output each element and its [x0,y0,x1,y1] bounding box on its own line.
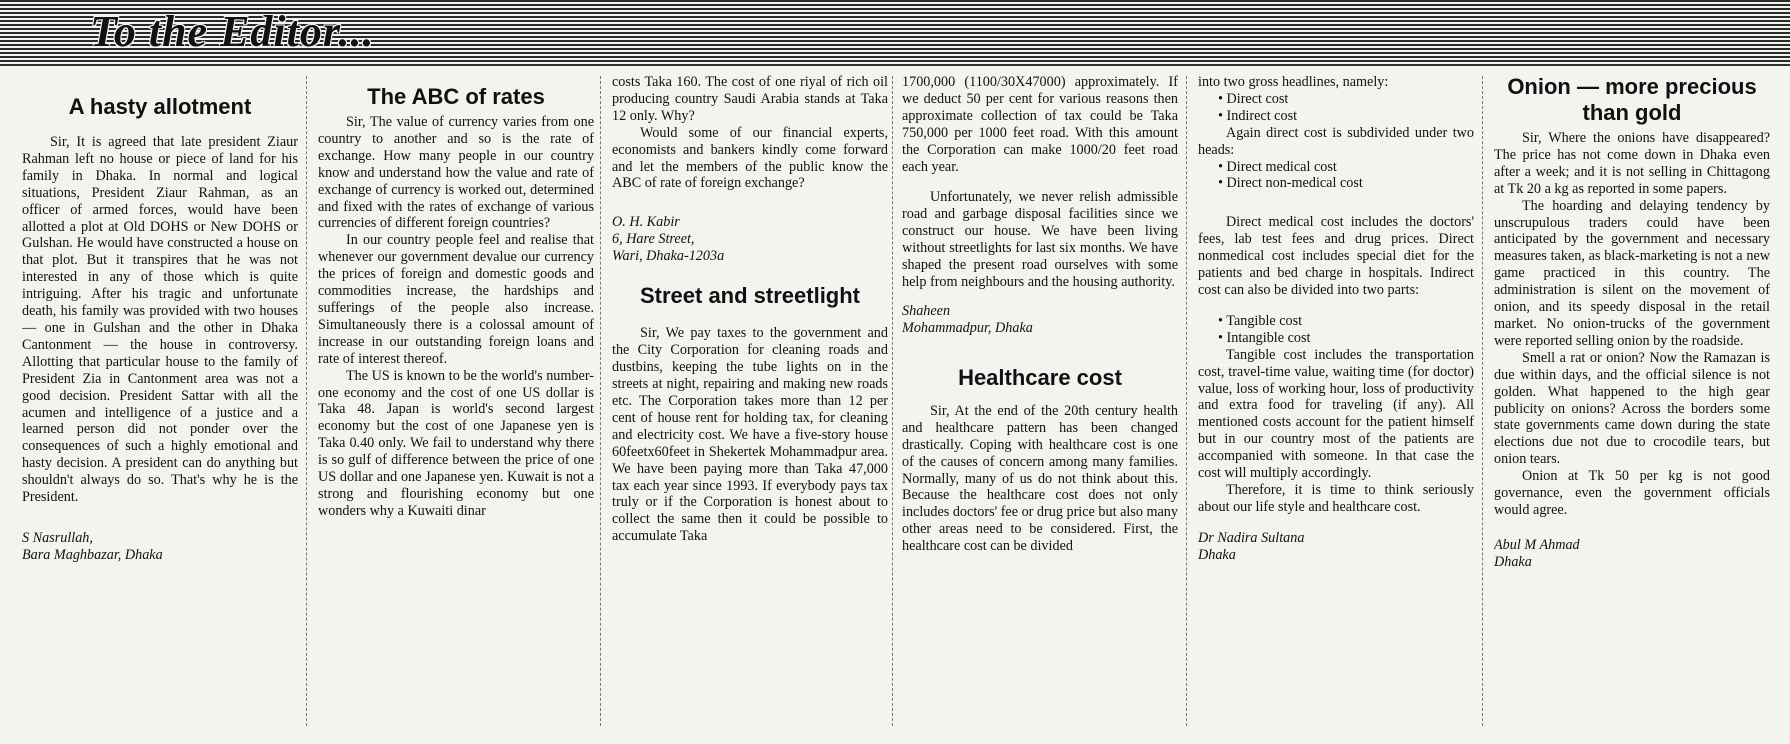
letter-paragraph: 1700,000 (1100/30X47000) approximately. If we deduct 50 per cent for various reasons then approximate collection of tax could be Taka 750,000 per 1000 feet road. With this amount the Corporation can make 1000/20 feet road each year. [902,74,1178,175]
column-1 [22,74,298,734]
signature-address: Dhaka [1494,553,1532,570]
letter-paragraph: In our country people feel and realise that whenever our government devalue our currency the prices of foreign and domestic goods and commodities increase, the hardships and sufferings of the people also increase. Simultaneously there is a colossal amount of increase in our outstanding foreign loans and rate of interest thereof. [318,232,594,367]
list-item: • Direct non-medical cost [1218,175,1474,192]
letter-paragraph: Sir, At the end of the 20th century health and healthcare pattern has been changed drastically. Coping with healthcare cost is one of the causes of concern among many families. Normally, many of us do not think about this. Because the healthcare cost does not only includes doctors' fee or drug price but also many other areas need to be considered. First, the healthcare cost can be divided [902,402,1178,555]
letter-signature [902,303,1178,337]
letter-paragraph: Tangible cost includes the transportation cost, travel-time value, waiting time (for doctor) value, loss of working hour, loss of productivity and extra food for traveling (if any). All mentioned costs account for the patient himself but in our country most of the patients are accompanied with someone. In that case the cost will multiply accordingly. [1198,346,1474,482]
list-item: • Direct cost [1218,91,1474,108]
column-3 [612,74,888,734]
letter-paragraph: Sir, The value of currency varies from one country to another and so is the rate of exchange. How many people in our country know and understand how the value and rate of exchange of currency is worked out, determined and fixed with the rates of exchange of various currencies of different foreign countries? [318,114,594,232]
letter-paragraph: Direct medical cost includes the doctors' fees, lab test fees and drug prices. Direct nonmedical cost includes special diet for the patients and bed charge in hospitals. Indirect cost can also be divided into two parts: [1198,214,1474,298]
letter-title: Onion — more precious than gold [1507,74,1757,125]
signature-address: Bara Maghbazar, Dhaka [22,546,163,563]
signature-address: Mohammadpur, Dhaka [902,319,1033,336]
letter-title: The ABC of rates [367,84,545,109]
signature-name: Dr Nadira Sultana [1198,529,1305,546]
column-5 [1198,74,1474,734]
letter-paragraph: Sir, Where the onions have disappeared? The price has not come down in Dhaka even after a week; and it is not selling in Chittagong at Tk 20 a kg as reported in some papers. [1494,130,1770,197]
letter-title: Healthcare cost [958,364,1122,390]
masthead-banner [0,0,1790,64]
letter-signature [22,530,298,564]
bullet-list [1198,159,1474,193]
letter-paragraph: The hoarding and delaying tendency by unscrupulous traders could have been anticipated by the government and necessary measures taken, as black-marketing is not a new game practiced in this country. The administration is silent on the movement of onion, and its speedy disposal in the retail market. No onion-trucks of the government were reported selling onion by the roadside. [1494,197,1770,349]
letter-paragraph: Unfortunately, we never relish admissible road and garbage disposal facilities since we construct our house. We have been living without streetlights for last six months. We have shaped the present road ourselves with some help from neighbours and the housing authority. [902,189,1178,290]
signature-name: Shaheen [902,302,951,319]
signature-name: O. H. Kabir [612,214,680,231]
column-4 [902,74,1178,734]
bullet-list [1198,313,1474,347]
letter-title: A hasty allotment [68,94,252,119]
column-divider [892,76,894,726]
letter-paragraph: The US is known to be the world's number-one economy and the cost of one US dollar is Taka 48. Japan is world's second largest economy but the cost of one Japanese yen is Taka 0.40 only. We fail to understand why there is so gulf of difference between the price of one US dollar and one Japanese yen. Kuwait is not a strong and flourishing economy but one wonders why a Kuwaiti dinar [318,367,594,519]
letter-paragraph: Therefore, it is time to think seriously about our life style and healthcare cost. [1198,481,1474,515]
list-item: • Indirect cost [1218,108,1474,125]
letter-paragraph: Smell a rat or onion? Now the Ramazan is due within days, and the official silence is not golden. What happened to the high gear publicity on onions? Across the borders some state governments came down during the state elections due not due to crocodile tears, but onion tears. [1494,349,1770,468]
column-divider [1482,76,1484,726]
column-divider [306,76,308,726]
column-divider [600,76,602,726]
letter-paragraph: into two gross headlines, namely: [1198,74,1389,90]
signature-address: Wari, Dhaka-1203a [612,248,725,265]
signature-address: 6, Hare Street, [612,231,695,248]
signature-address: Dhaka [1198,546,1236,563]
column-divider [1186,76,1188,726]
column-2 [318,74,594,734]
masthead-rule [0,64,1790,66]
signature-name: S Nasrullah, [22,529,93,546]
letter-paragraph: Onion at Tk 50 per kg is not good governance, even the government officials would agree. [1494,468,1770,518]
bullet-list [1198,91,1474,125]
section-title: To the Editor... [90,7,375,56]
letter-paragraph: Sir, It is agreed that late president Ziaur Rahman left no house or piece of land for his family in Dhaka. In normal and logical situations, President Ziaur Rahman, as an officer of armed forces, would have been allotted a plot at Old DOHS or New DOHS or Gulshan. He would have constructed a house on that plot. But it transpires that he was not interested in any of those which is quite intriguing. After his tragic and unfortunate death, his family was provided with two houses — one in Gulshan and the other in Dhaka Cantonment — the house in controversy. Allotting that particular house to the family of President Zia in Cantonment area was not a good decision. President Sattar with all the acumen and intelligence of a justice and a learned person did not ponder over the consequences of such a highly emotional and hasty decision. A president can do anything but shouldn't always do so. That's why he is the President. [22,134,298,506]
list-item: • Direct medical cost [1218,159,1474,176]
letter-paragraph: Again direct cost is subdivided under two heads: [1198,124,1474,158]
list-item: • Intangible cost [1218,330,1474,347]
letter-signature [612,214,888,265]
letter-title: Street and streetlight [639,283,861,309]
letter-paragraph: costs Taka 160. The cost of one riyal of rich oil producing country Saudi Arabia stands at Taka 12 only. Why? [612,74,888,124]
column-6 [1494,74,1770,734]
letter-signature [1494,537,1770,571]
signature-name: Abul M Ahmad [1494,536,1580,553]
letter-paragraph: Sir, We pay taxes to the government and the City Corporation for cleaning roads and dustbins, keeping the tube lights on in the streets at night, repairing and making new roads etc. The Corporation takes more than 12 per cent of house rent for holding tax, for cleaning and electricity cost. We have a five-story house 60feetx60feet in Shekertek Mohammadpur area. We have been paying more than Taka 47,000 tax each year since 1993. If everybody pays tax truly or if the Corporation is honest about to collect the same then it could be possible to accumulate Taka [612,325,888,545]
list-item: • Tangible cost [1218,313,1474,330]
letter-paragraph: Would some of our financial experts, economists and bankers kindly come forward and let the members of the public know the ABC of rate of foreign exchange? [612,124,888,192]
letter-signature [1198,530,1474,564]
